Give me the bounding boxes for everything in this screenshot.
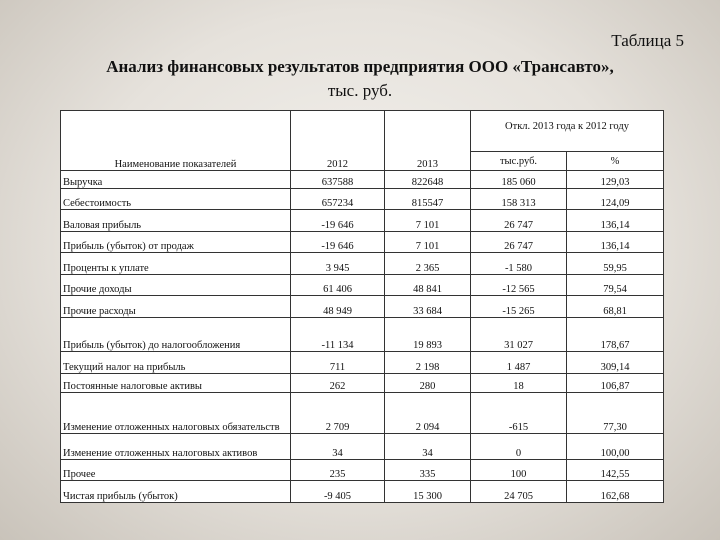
row-name-cell: Постоянные налоговые активы [61, 373, 291, 392]
row-2012-cell: 3 945 [291, 253, 385, 275]
row-2013-cell: 48 841 [385, 274, 471, 296]
header-2013: 2013 [385, 111, 471, 171]
row-abs-cell: 0 [471, 433, 567, 459]
row-2013-cell: 15 300 [385, 481, 471, 503]
row-2013-cell: 7 101 [385, 231, 471, 253]
table-row [61, 188, 664, 210]
table-row [61, 274, 664, 296]
row-name-cell: Прочее [61, 459, 291, 481]
row-abs-cell: -12 565 [471, 274, 567, 296]
row-2013-cell: 280 [385, 373, 471, 392]
header-abs: тыс.руб. [471, 151, 567, 170]
row-abs-cell: 24 705 [471, 481, 567, 503]
row-name-cell: Выручка [61, 171, 291, 188]
page-title: Анализ финансовых результатов предприятия ООО «Трансавто», [106, 57, 614, 76]
row-2013-cell: 822648 [385, 171, 471, 188]
row-2012-cell: 637588 [291, 171, 385, 188]
row-pct-cell: 178,67 [567, 317, 664, 351]
table-row [61, 373, 664, 392]
page-subtitle: тыс. руб. [327, 81, 393, 100]
row-abs-cell: -15 265 [471, 296, 567, 318]
header-deviation: Откл. 2013 года к 2012 году [471, 111, 664, 152]
table-row [61, 231, 664, 253]
row-abs-cell: 31 027 [471, 317, 567, 351]
row-name-cell: Текущий налог на прибыль [61, 352, 291, 374]
row-name-cell: Прибыль (убыток) от продаж [61, 231, 291, 253]
row-pct-cell: 68,81 [567, 296, 664, 318]
row-2012-cell: 235 [291, 459, 385, 481]
row-2012-cell: 657234 [291, 188, 385, 210]
row-pct-cell: 309,14 [567, 352, 664, 374]
row-name-cell: Изменение отложенных налоговых активов [61, 433, 291, 459]
row-name-cell: Проценты к уплате [61, 253, 291, 275]
table-row [61, 393, 664, 434]
row-2012-cell: 34 [291, 433, 385, 459]
row-2013-cell: 2 094 [385, 393, 471, 434]
header-2012: 2012 [291, 111, 385, 171]
row-abs-cell: 185 060 [471, 171, 567, 188]
row-2012-cell: -19 646 [291, 210, 385, 232]
row-name-cell: Прибыль (убыток) до налогообложения [61, 317, 291, 351]
table-row [61, 296, 664, 318]
row-2013-cell: 335 [385, 459, 471, 481]
row-abs-cell: 1 487 [471, 352, 567, 374]
row-pct-cell: 129,03 [567, 171, 664, 188]
row-2013-cell: 19 893 [385, 317, 471, 351]
row-name-cell: Изменение отложенных налоговых обязательств [61, 393, 291, 434]
row-2013-cell: 2 198 [385, 352, 471, 374]
header-name: Наименование показателей [61, 111, 291, 171]
row-pct-cell: 77,30 [567, 393, 664, 434]
row-2012-cell: -11 134 [291, 317, 385, 351]
row-abs-cell: 26 747 [471, 210, 567, 232]
row-2012-cell: 61 406 [291, 274, 385, 296]
row-name-cell: Чистая прибыль (убыток) [61, 481, 291, 503]
table-number: Таблица 5 [611, 31, 684, 50]
row-pct-cell: 162,68 [567, 481, 664, 503]
header-pct: % [567, 151, 664, 170]
table-row [61, 171, 664, 188]
row-2013-cell: 815547 [385, 188, 471, 210]
row-pct-cell: 136,14 [567, 210, 664, 232]
table-row [61, 210, 664, 232]
row-abs-cell: -615 [471, 393, 567, 434]
row-pct-cell: 106,87 [567, 373, 664, 392]
row-2013-cell: 33 684 [385, 296, 471, 318]
table-row [61, 253, 664, 275]
table-row [61, 481, 664, 503]
table-row [61, 317, 664, 351]
row-abs-cell: -1 580 [471, 253, 567, 275]
row-pct-cell: 79,54 [567, 274, 664, 296]
table-row [61, 352, 664, 374]
row-pct-cell: 124,09 [567, 188, 664, 210]
row-2013-cell: 34 [385, 433, 471, 459]
row-pct-cell: 136,14 [567, 231, 664, 253]
row-abs-cell: 18 [471, 373, 567, 392]
row-name-cell: Прочие расходы [61, 296, 291, 318]
row-2012-cell: -9 405 [291, 481, 385, 503]
row-2013-cell: 7 101 [385, 210, 471, 232]
row-name-cell: Себестоимость [61, 188, 291, 210]
row-2012-cell: -19 646 [291, 231, 385, 253]
row-abs-cell: 158 313 [471, 188, 567, 210]
financial-results-table [60, 110, 664, 503]
row-2012-cell: 262 [291, 373, 385, 392]
row-2012-cell: 2 709 [291, 393, 385, 434]
row-name-cell: Прочие доходы [61, 274, 291, 296]
row-pct-cell: 142,55 [567, 459, 664, 481]
row-name-cell: Валовая прибыль [61, 210, 291, 232]
row-abs-cell: 100 [471, 459, 567, 481]
table-row [61, 433, 664, 459]
row-2012-cell: 48 949 [291, 296, 385, 318]
row-2012-cell: 711 [291, 352, 385, 374]
row-2013-cell: 2 365 [385, 253, 471, 275]
table-row [61, 459, 664, 481]
row-pct-cell: 59,95 [567, 253, 664, 275]
row-pct-cell: 100,00 [567, 433, 664, 459]
row-abs-cell: 26 747 [471, 231, 567, 253]
